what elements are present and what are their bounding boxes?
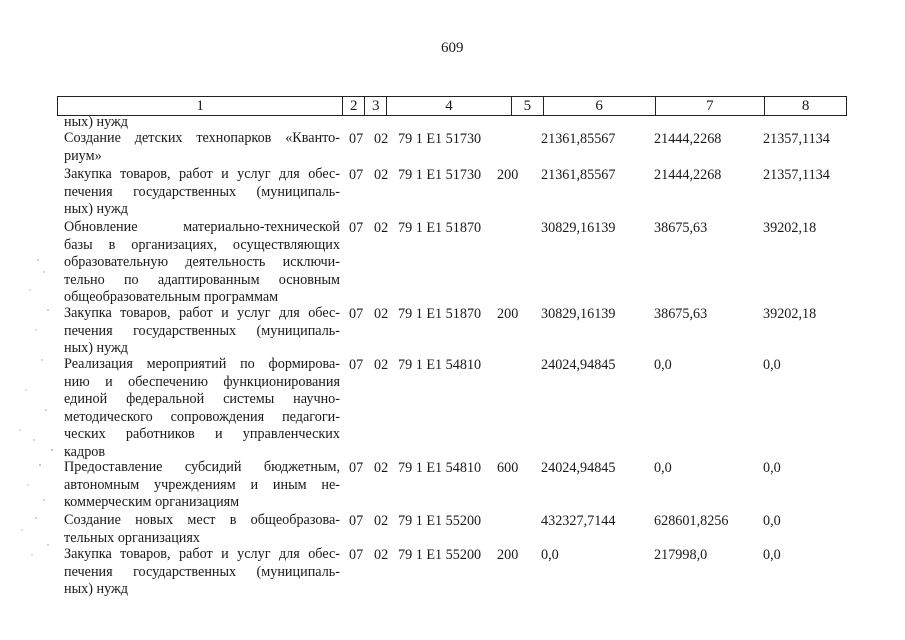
description-line: Предоставление субсидий бюджетным, (64, 459, 340, 475)
cell-value-8: 0,0 (763, 513, 781, 529)
cell-value-7: 21444,2268 (654, 167, 722, 183)
cell-rz: 07 (349, 547, 364, 563)
cell-value-7: 217998,0 (654, 547, 708, 563)
header-col-8: 8 (764, 97, 846, 115)
cell-value-7: 0,0 (654, 460, 672, 476)
cell-cs: 79 1 E1 55200 (398, 513, 482, 529)
description-line: базы в организациях, осуществляющих (64, 236, 340, 253)
cell-pr: 02 (374, 131, 389, 147)
cell-value-7: 38675,63 (654, 306, 708, 322)
carry-over-line: ных) нужд (64, 114, 129, 130)
cell-value-8: 21357,1134 (763, 167, 830, 183)
description-line: тельно по адаптированным основным (64, 271, 340, 288)
cell-pr: 02 (374, 306, 389, 322)
row-description (64, 356, 340, 462)
cell-pr: 02 (374, 547, 389, 563)
description-line: Создание детских технопарков «Кванто- (64, 130, 340, 146)
cell-value-7: 21444,2268 (654, 131, 722, 147)
description-line: ных) нужд (64, 340, 129, 357)
cell-value-6: 21361,85567 (541, 131, 616, 147)
scan-noise (8, 250, 54, 570)
cell-rz: 07 (349, 460, 364, 476)
description-line: единой федеральной системы научно- (64, 391, 340, 408)
table-header (57, 96, 847, 116)
description-line: автономным учреждениям и иным не- (64, 476, 340, 493)
description-line: методического сопровождения педагоги- (64, 408, 340, 425)
header-col-7: 7 (655, 97, 765, 115)
description-line: риум» (64, 147, 102, 164)
cell-rz: 07 (349, 513, 364, 529)
description-line: общеобразовательным программам (64, 289, 279, 306)
cell-vr: 200 (497, 306, 519, 322)
cell-value-8: 0,0 (763, 547, 781, 563)
cell-value-6: 0,0 (541, 547, 559, 563)
cell-rz: 07 (349, 167, 364, 183)
row-description (64, 546, 340, 599)
description-line: кадров (64, 443, 106, 460)
row-description (64, 459, 340, 512)
cell-pr: 02 (374, 167, 389, 183)
cell-value-8: 0,0 (763, 357, 781, 373)
cell-value-6: 432327,7144 (541, 513, 616, 529)
description-line: печения государственных (муниципаль- (64, 183, 340, 200)
cell-pr: 02 (374, 220, 389, 236)
description-line: ных) нужд (64, 581, 129, 598)
carry-over-text (64, 114, 340, 132)
cell-pr: 02 (374, 460, 389, 476)
cell-value-8: 21357,1134 (763, 131, 830, 147)
cell-value-8: 39202,18 (763, 220, 817, 236)
description-line: печения государственных (муниципаль- (64, 563, 340, 580)
cell-rz: 07 (349, 357, 364, 373)
description-line: ческих работников и управленческих (64, 426, 340, 443)
header-col-1: 1 (196, 97, 204, 114)
cell-cs: 79 1 E1 54810 (398, 460, 482, 476)
cell-pr: 02 (374, 357, 389, 373)
cell-cs: 79 1 E1 55200 (398, 547, 482, 563)
cell-value-8: 0,0 (763, 460, 781, 476)
cell-rz: 07 (349, 220, 364, 236)
description-line: Закупка товаров, работ и услуг для обес- (64, 546, 340, 562)
cell-value-7: 0,0 (654, 357, 672, 373)
page-number: 609 (441, 40, 464, 56)
cell-vr: 200 (497, 167, 519, 183)
description-line: тельных организациях (64, 529, 201, 546)
cell-cs: 79 1 E1 51870 (398, 306, 482, 322)
cell-value-7: 628601,8256 (654, 513, 729, 529)
cell-cs: 79 1 E1 51730 (398, 167, 482, 183)
cell-cs: 79 1 E1 51870 (398, 220, 482, 236)
cell-vr: 200 (497, 547, 519, 563)
description-line: печения государственных (муниципаль- (64, 322, 340, 339)
row-description (64, 305, 340, 358)
cell-cs: 79 1 E1 54810 (398, 357, 482, 373)
row-description (64, 512, 340, 547)
row-description (64, 166, 340, 219)
description-line: коммерческим организациям (64, 494, 240, 511)
description-line: образовательную деятельность исключи- (64, 254, 340, 271)
header-col-4: 4 (386, 97, 511, 115)
header-col-6: 6 (543, 97, 655, 115)
cell-value-6: 24024,94845 (541, 357, 616, 373)
cell-rz: 07 (349, 306, 364, 322)
description-line: Реализация мероприятий по формирова- (64, 356, 340, 372)
description-line: ных) нужд (64, 201, 129, 218)
cell-value-6: 30829,16139 (541, 220, 616, 236)
description-line: нию и обеспечению функционирования (64, 373, 340, 390)
header-col-5: 5 (511, 97, 543, 115)
cell-value-6: 30829,16139 (541, 306, 616, 322)
cell-value-8: 39202,18 (763, 306, 817, 322)
header-col-3: 3 (364, 97, 386, 115)
description-line: Закупка товаров, работ и услуг для обес- (64, 166, 340, 182)
cell-rz: 07 (349, 131, 364, 147)
row-description (64, 219, 340, 307)
header-col-2: 2 (342, 97, 364, 115)
cell-value-6: 24024,94845 (541, 460, 616, 476)
cell-vr: 600 (497, 460, 519, 476)
description-line: Закупка товаров, работ и услуг для обес- (64, 305, 340, 321)
cell-cs: 79 1 E1 51730 (398, 131, 482, 147)
row-description (64, 130, 340, 165)
description-line: Создание новых мест в общеобразова- (64, 512, 340, 528)
cell-pr: 02 (374, 513, 389, 529)
cell-value-6: 21361,85567 (541, 167, 616, 183)
description-line: Обновление материально-технической (64, 219, 340, 235)
cell-value-7: 38675,63 (654, 220, 708, 236)
